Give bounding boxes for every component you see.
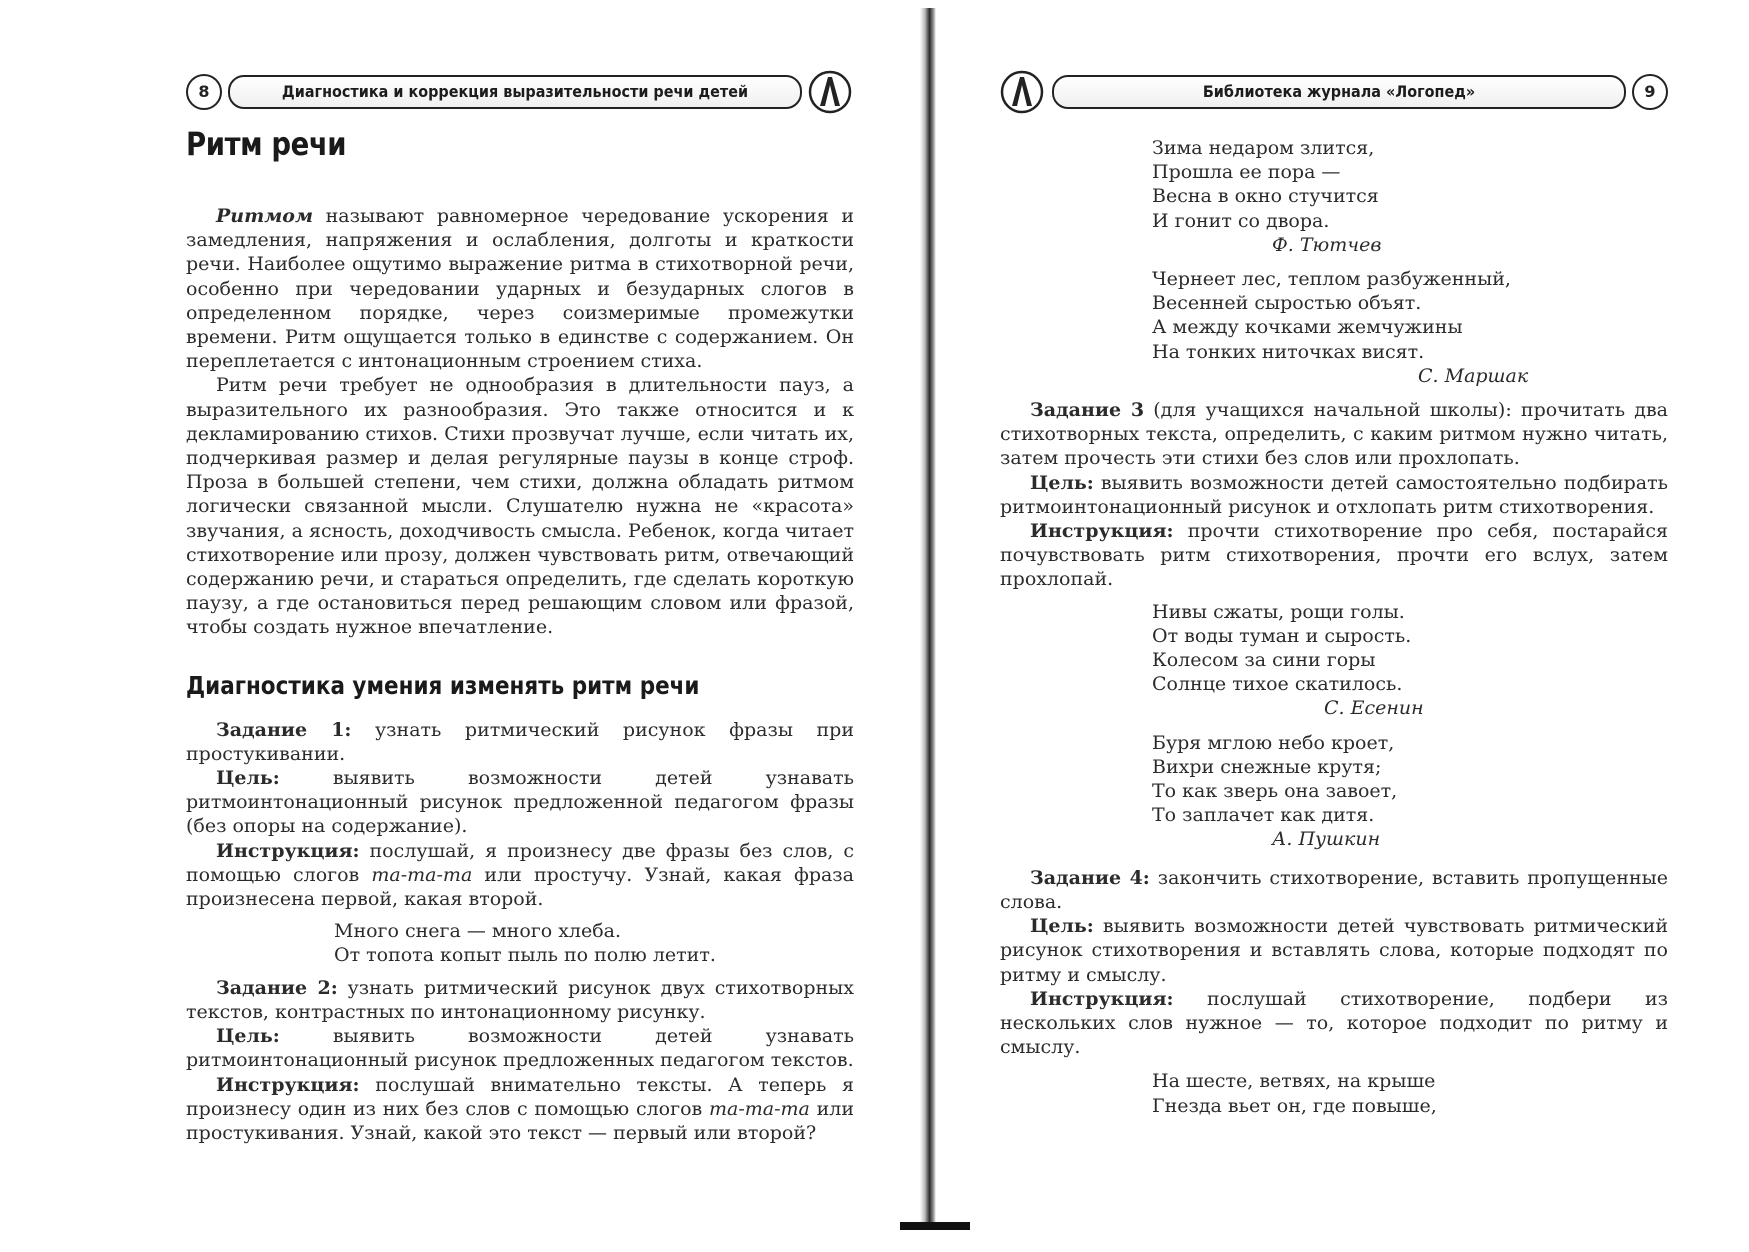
task-4-text: закончить стихотворение, вставить пропущенные слова. [1000,866,1668,913]
example-phrases [334,919,854,967]
poem-line: То как зверь она завоет, [1152,780,1398,803]
instruction-1-text-a: послушай, я произнесу две фразы без слов, с помощью слогов [186,839,854,886]
poem-line: Нивы сжаты, рощи голы. [1152,600,1405,623]
poem-pushkin [1152,731,1668,852]
instruction-4-label: Инструкция: [1030,987,1174,1010]
instruction-2-label: Инструкция: [216,1073,360,1096]
section-title: Диагностика умения изменять ритм речи [186,670,700,700]
goal-4-text: выявить возможности детей чувствовать ритмический рисунок стихотворения и вставлять слова, которые подходят по ритму и смыслу. [1000,915,1668,986]
poem-line: Весна в окно стучится [1152,185,1379,208]
poem-line: А между кочками жемчужины [1152,316,1463,339]
goal-3 [1000,471,1668,519]
task-1 [186,718,854,766]
page-number: 8 [186,74,222,110]
instruction-3-text: прочти стихотворение про себя, постарайся почувствовать ритм стихотворения, прочти его вслух, затем прохлопай. [1000,520,1668,591]
task-1-label: Задание 1: [216,718,352,741]
right-page-body [1000,128,1668,1126]
phrase-line: Много снега — много хлеба. [334,920,622,943]
poem-line: На тонких ниточках висят. [1152,340,1425,363]
instruction-3 [1000,519,1668,592]
instruction-2 [186,1073,854,1146]
poem-line: Прошла ее пора — [1152,161,1341,184]
chapter-title: Ритм речи [186,125,347,163]
running-header-title: Диагностика и коррекция выразительности речи детей [228,75,802,109]
goal-2-text: выявить возможности детей узнавать ритмоинтонационный рисунок предложенных педагогом текстов. [186,1025,854,1072]
goal-2-label: Цель: [216,1025,280,1048]
rhythm-paragraph: Ритм речи требует не однообразия в длительности пауз, а выразительного их разнообразия. Это также относится и к декламированию стихов. Стихи прозвучат лучше, если читать их, подчеркивая размер и делая регулярные паузы в конце строф. Проза в большей степени, чем стихи, должна обладать ритмом логически связанной мысли. Слушателю нужна не «красота» звучания, а ясность, доходчивость смысла. Ребенок, когда читает стихотворение или прозу, должен чувствовать ритм, отвечающий содержанию речи, и стараться определить, где сделать короткую паузу, а где остановиться перед решающим словом или фразой, чтобы создать нужное впечатление. [186,374,854,639]
poem-line: На шесте, ветвях, на крыше [1152,1070,1436,1093]
poem-line: То заплачет как дитя. [1152,804,1375,827]
instruction-2-text-a: послушай внимательно тексты. А теперь я произнесу один из них без слов с помощью слогов [186,1073,854,1120]
task-1-text: узнать ритмический рисунок фразы при простукивании. [186,718,854,765]
instruction-1-text-b: или простучу. Узнай, какая фраза произнесена первой, какая второй. [186,863,854,911]
poem-line: Зима недаром злится, [1152,137,1375,159]
goal-1-label: Цель: [216,767,280,790]
instruction-4-text: послушай стихотворение, подбери из нескольких слов нужное — то, которое подходит по ритму и смыслу. [1000,987,1668,1059]
poem-line: Вихри снежные крутя; [1152,755,1382,778]
task-2-text: узнать ритмический рисунок двух стихотворных текстов, контрастных по интонационному рисунку. [186,976,854,1023]
goal-3-text: выявить возможности детей самостоятельно подбирать ритмоинтонационный рисунок и отхлопать ритм стихотворения. [1000,471,1668,518]
intro-paragraph [186,204,854,373]
poem-marshak [1152,267,1668,388]
poem-author: С. Маршак [1418,364,1529,387]
book-spine [920,8,936,1228]
poem-line: Буря мглою небо кроет, [1152,731,1395,754]
task-4-label: Задание 4: [1030,866,1150,889]
instruction-1-label: Инструкция: [216,839,360,862]
goal-1 [186,766,854,839]
poem-esenin [1152,600,1668,721]
poem-line: Колесом за сини горы [1152,649,1376,672]
instruction-1 [186,839,854,912]
intro-text: называют равномерное чередование ускорения и замедления, напряжения и ослабления, долготы и краткости речи. Наиболее ощутимо выражение ритма в стихотворной речи, особенно при чередовании ударных и безударных слогов в определенном порядке, через соизмеримые промежутки времени. Ритм ощущается только в единстве с содержанием. Он переплетается с интонационным строением стиха. [186,205,854,373]
left-page-body [186,124,854,1145]
poem-line: Гнезда вьет он, где повыше, [1152,1094,1437,1117]
right-page-header [1000,70,1668,114]
poem-line: От воды туман и сырость. [1152,624,1412,647]
instruction-3-label: Инструкция: [1030,520,1174,543]
instruction-4 [1000,987,1668,1060]
goal-4 [1000,914,1668,987]
task-3-text: (для учащихся начальной школы): прочитать два стихотворных текста, определить, с каким ритмом нужно читать, затем прочесть эти стихи без слов или прохлопать. [1000,399,1668,470]
goal-2 [186,1024,854,1072]
logoped-logo-icon [1000,70,1044,114]
instruction-2-text-b: или простукивания. Узнай, какой это текст — первый или второй? [186,1097,854,1144]
poem-line: Солнце тихое скатилось. [1152,673,1403,696]
spine-shadow [900,1222,970,1230]
poem-author: С. Есенин [1324,697,1424,720]
goal-3-label: Цель: [1030,471,1094,494]
instruction-1-syllables: та-та-та [371,863,473,886]
page-number: 9 [1632,74,1668,110]
task-3 [1000,398,1668,471]
task-2-label: Задание 2: [216,976,338,999]
logoped-logo-icon [808,70,852,114]
instruction-2-syllables: та-та-та [708,1097,810,1120]
poem-line: И гонит со двора. [1152,209,1330,232]
poem-author: Ф. Тютчев [1272,233,1382,256]
intro-term: Ритмом [216,205,314,227]
phrase-line: От топота копыт пыль по полю летит. [334,944,716,967]
left-page-header [186,70,854,114]
task-2 [186,976,854,1024]
goal-4-label: Цель: [1030,915,1094,938]
poem-tyutchev [1152,136,1668,257]
poem-author: А. Пушкин [1272,828,1381,851]
poem-line: Чернеет лес, теплом разбуженный, [1152,268,1511,291]
running-header-title: Библиотека журнала «Логопед» [1052,75,1626,109]
poem-line: Весенней сыростью объят. [1152,292,1422,315]
task-3-label: Задание 3 [1030,399,1145,422]
goal-1-text: выявить возможности детей узнавать ритмоинтонационный рисунок предложенной педагогом фразы (без опоры на содержание). [186,767,854,838]
poem-fill-in [1152,1069,1668,1117]
task-4 [1000,866,1668,914]
